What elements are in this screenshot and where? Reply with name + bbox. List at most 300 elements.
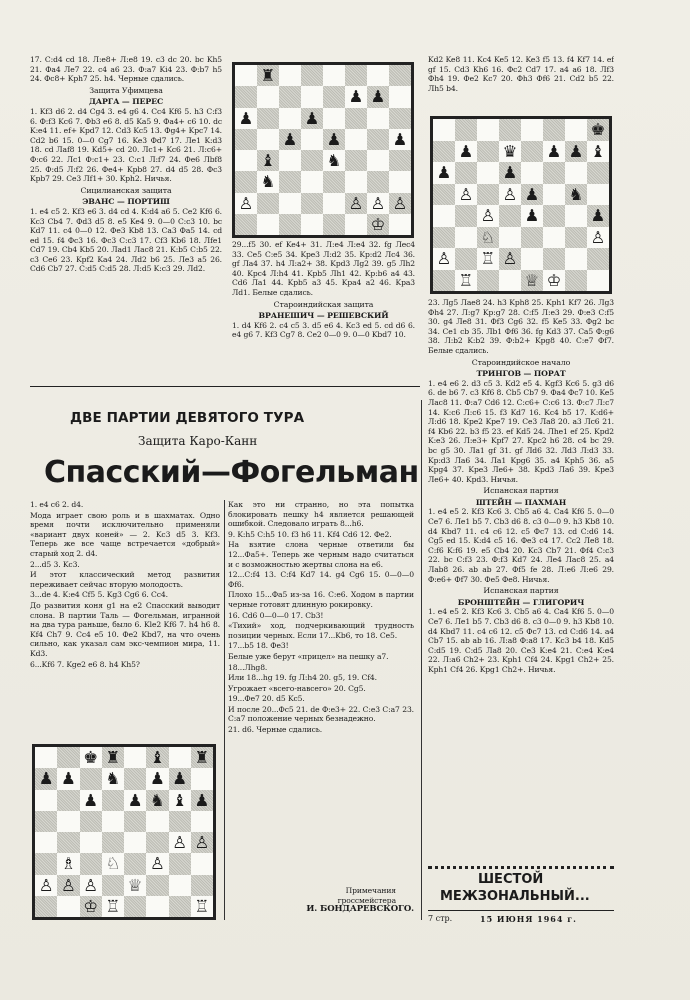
board-square <box>345 108 367 129</box>
signature-name: И. БОНДАРЕВСКОГО. <box>306 904 414 915</box>
chess-piece-icon: ♞ <box>105 769 121 789</box>
chess-piece-icon: ♙ <box>436 249 452 269</box>
board-square <box>587 227 609 249</box>
chess-piece-icon: ♟ <box>194 790 210 810</box>
board-square <box>169 896 191 917</box>
board-square <box>389 65 411 86</box>
board-square <box>301 150 323 171</box>
chess-piece-icon: ♙ <box>172 833 188 853</box>
chess-piece-icon: ♙ <box>238 193 254 213</box>
board-square <box>102 832 124 853</box>
board-square <box>477 227 499 249</box>
board-square <box>389 129 411 150</box>
game-text: 1. Kf3 d6 2. d4 Cg4 3. e4 g6 4. Cc4 Kf6 5. h3 C:f3 6. Ф:f3 Kc6 7. Фb3 e6 8. d5 Ka5 9. Фa4+ c6 10. dc K:e4 11. ef+ Kpd7 12. Cd3 Kc5 13. Фg4+ Kpc7 14. Cd2 b6 15. 0—0 Cg7 16. Ke3 Фd7 17. Ле1 K:d3 18. cd Лаf8 19. Kd5+ cd 20. Лc1+ Kc6 21. Л:c6+ Ф:c6 22. Лc1 Ф:c1+ 23. C:c1 Л:f7 24. Фe6 Лbf8 25. Ф:d5 Л:f2 26. Фe4+ Kpb8 27. d4 d5 28. Фc3 Kpb7 29. Ce3 Лf1+ 30. Kph2. Ничья. <box>30 106 222 184</box>
board-square <box>587 270 609 292</box>
chess-piece-icon: ♝ <box>149 748 165 768</box>
chess-piece-icon: ♟ <box>60 769 76 789</box>
game-text: И этот классический метод развития переживает сейчас вторую молодость. <box>30 570 220 589</box>
players-heading: Спасский—Фогельман <box>44 455 419 490</box>
board-square <box>521 248 543 270</box>
board-square <box>543 184 565 206</box>
board-square <box>80 832 102 853</box>
board-grid <box>235 65 411 235</box>
board-square <box>455 184 477 206</box>
board-square <box>345 86 367 107</box>
board-square <box>565 119 587 141</box>
board-square <box>433 270 455 292</box>
board-square <box>565 162 587 184</box>
board-square <box>124 832 146 853</box>
column-lower-left <box>30 500 220 742</box>
board-square <box>146 853 168 874</box>
board-square <box>433 248 455 270</box>
column-divider <box>421 400 422 920</box>
board-square <box>146 811 168 832</box>
game-text: 21. d6. Черные сдались. <box>228 725 323 735</box>
board-square <box>433 227 455 249</box>
board-square <box>301 214 323 235</box>
board-square <box>57 896 79 917</box>
chess-piece-icon: ♟ <box>172 769 188 789</box>
board-square <box>124 790 146 811</box>
board-square <box>367 86 389 107</box>
board-square <box>433 205 455 227</box>
board-square <box>169 832 191 853</box>
board-square <box>521 162 543 184</box>
chess-piece-icon: ♙ <box>38 875 54 895</box>
board-square <box>345 214 367 235</box>
board-square <box>477 141 499 163</box>
board-square <box>389 193 411 214</box>
chess-piece-icon: ♙ <box>83 875 99 895</box>
opening-name: Староиндийское начало <box>471 357 571 367</box>
board-square <box>146 875 168 896</box>
board-square <box>35 747 57 768</box>
board-square <box>433 119 455 141</box>
board-square <box>367 129 389 150</box>
board-square <box>301 193 323 214</box>
board-square <box>587 205 609 227</box>
board-square <box>499 184 521 206</box>
board-square <box>146 768 168 789</box>
chess-piece-icon: ♜ <box>105 748 121 768</box>
column-lower-middle <box>228 500 414 892</box>
game-text: 2...d5 3. Kc3. <box>30 559 80 569</box>
chess-piece-icon: ♙ <box>370 193 386 213</box>
board-square <box>169 768 191 789</box>
board-square <box>389 150 411 171</box>
board-square <box>543 205 565 227</box>
board-square <box>367 150 389 171</box>
board-square <box>499 205 521 227</box>
chess-piece-icon: ♜ <box>194 748 210 768</box>
opening-name: Защита Уфимцева <box>89 85 163 95</box>
board-square <box>301 171 323 192</box>
board-square <box>191 853 213 874</box>
board-square <box>455 162 477 184</box>
board-square <box>455 205 477 227</box>
board-square <box>433 162 455 184</box>
chess-piece-icon: ♟ <box>590 206 606 226</box>
board-square <box>477 162 499 184</box>
board-square <box>543 119 565 141</box>
banner-line1: ШЕСТОЙ <box>478 872 544 887</box>
opening-name: Испанская партия <box>483 586 559 596</box>
chess-piece-icon: ♟ <box>392 129 408 149</box>
column-top-right-intro <box>428 55 614 115</box>
game-text: 1. e4 e5 2. Kf3 Kc6 3. Cb5 a6 4. Ca4 Kf6 5. 0—0 Ce7 6. Ле1 b5 7. Cb3 d6 8. c3 0—0 9. h3 Kb8 10. d4 Kbd7 11. c4 c6 12. c5 Фc7 13. cd C:d6 14. a4 Cb7 15. ab ab 16. Л:a8 Ф:a8 17. Kc3 b4 18. Kd5 C:d5 19. C:d5 Лa8 20. Ce3 K:e4 21. C:e4 K:e4 22. Л:a6 Ch2+ 23. Kph1 Cf4 24. Kpg1 Ch2+ 25. Kph1 Cf4 26. Kpg1 Ch2+. Ничья. <box>428 607 614 674</box>
board-square <box>565 205 587 227</box>
chess-piece-icon: ♟ <box>304 108 320 128</box>
chess-piece-icon: ♕ <box>524 270 540 290</box>
board-square <box>191 790 213 811</box>
board-square <box>367 171 389 192</box>
board-square <box>477 270 499 292</box>
chess-piece-icon: ♔ <box>546 270 562 290</box>
board-square <box>543 227 565 249</box>
board-square <box>191 747 213 768</box>
game-text: Kd2 Ke8 11. Kc4 Ke5 12. Ke3 f5 13. f4 Kf7 14. ef gf 15. Cd3 Kh6 16. Фc2 Cd7 17. a4 a6 18. Лf3 Фh4 19. Фe2 Kc7 20. Фh3 Фf6 21. Cd2 b5 22. Лh5 b4. <box>428 55 614 93</box>
chess-piece-icon: ♖ <box>105 896 121 916</box>
opening-name: Сицилианская защита <box>80 185 172 195</box>
board-square <box>587 141 609 163</box>
board-square <box>301 86 323 107</box>
board-square <box>543 248 565 270</box>
chess-piece-icon: ♝ <box>590 141 606 161</box>
chess-piece-icon: ♟ <box>38 769 54 789</box>
chess-piece-icon: ♟ <box>524 206 540 226</box>
board-square <box>389 214 411 235</box>
board-square <box>279 150 301 171</box>
chess-diagram-top <box>232 62 414 238</box>
board-square <box>323 171 345 192</box>
game-players: ЭВАНС — ПОРТИШ <box>82 197 170 207</box>
board-square <box>499 270 521 292</box>
chess-piece-icon: ♞ <box>149 790 165 810</box>
game-text: До развития коня g1 на e2 Спасский выводит слона. В партии Таль — Фогельман, игранной на два тура раньше, было 6. Kle2 Kf6 7. h4 h6 8. Kf4 Ch7 9. Cc4 e5 10. Фe2 Kbd7, на что очень сильно, как указал сам экс-чемпион мира, 11. Kd3. <box>30 600 220 658</box>
opening-name: Испанская партия <box>483 486 559 496</box>
board-square <box>521 227 543 249</box>
board-square <box>57 875 79 896</box>
board-square <box>257 193 279 214</box>
board-square <box>35 768 57 789</box>
board-square <box>323 193 345 214</box>
board-square <box>80 896 102 917</box>
board-square <box>521 270 543 292</box>
board-square <box>57 790 79 811</box>
chess-piece-icon: ♟ <box>326 129 342 149</box>
board-square <box>455 227 477 249</box>
round-heading: ДВЕ ПАРТИИ ДЕВЯТОГО ТУРА <box>70 410 305 426</box>
board-square <box>543 162 565 184</box>
board-square <box>191 832 213 853</box>
board-square <box>477 119 499 141</box>
board-square <box>102 790 124 811</box>
column-top-left <box>30 55 222 360</box>
board-square <box>279 171 301 192</box>
board-square <box>323 86 345 107</box>
board-square <box>124 811 146 832</box>
board-square <box>565 184 587 206</box>
chess-piece-icon: ♟ <box>282 129 298 149</box>
board-square <box>80 811 102 832</box>
chess-piece-icon: ♟ <box>149 769 165 789</box>
chess-diagram-lower <box>32 744 216 920</box>
chess-piece-icon: ♟ <box>546 141 562 161</box>
board-square <box>80 747 102 768</box>
page-number: 7 стр. <box>428 914 453 923</box>
board-grid <box>433 119 609 291</box>
board-square <box>124 875 146 896</box>
board-square <box>80 790 102 811</box>
chess-piece-icon: ♟ <box>238 108 254 128</box>
board-square <box>235 108 257 129</box>
board-square <box>80 853 102 874</box>
chess-piece-icon: ♙ <box>458 184 474 204</box>
board-square <box>257 86 279 107</box>
game-players: ТРИНГОВ — ПОРАТ <box>476 369 566 379</box>
board-square <box>279 214 301 235</box>
game-players: БРОНШТЕЙН — ГЛИГОРИЧ <box>457 597 585 607</box>
board-square <box>169 853 191 874</box>
game-text: 12...C:f4 13. C:f4 Kd7 14. g4 Cg6 15. 0—0—0 Фf6. <box>228 570 414 589</box>
game-text: 16. Cd6 0—0—0 17. Cb3! <box>228 610 324 620</box>
board-square <box>146 832 168 853</box>
board-square <box>57 747 79 768</box>
board-square <box>102 853 124 874</box>
chess-piece-icon: ♞ <box>568 184 584 204</box>
annotator-signature <box>228 886 414 926</box>
board-square <box>477 205 499 227</box>
board-square <box>367 193 389 214</box>
board-square <box>565 248 587 270</box>
board-square <box>499 119 521 141</box>
board-square <box>35 875 57 896</box>
board-square <box>499 248 521 270</box>
chess-piece-icon: ♙ <box>590 227 606 247</box>
board-square <box>543 270 565 292</box>
board-square <box>587 162 609 184</box>
board-square <box>235 129 257 150</box>
game-text: Как это ни странно, но эта попытка блокировать пешку h4 является решающей ошибкой. Следовало играть 8...h6. <box>228 500 414 529</box>
issue-date: 15 ИЮНЯ 1964 г. <box>480 914 577 924</box>
game-text: На взятие слона черные ответили бы 12...Фa5+. Теперь же черным надо считаться и с возможностью жертвы слона на e6. <box>228 540 414 569</box>
chess-piece-icon: ♙ <box>149 854 165 874</box>
board-square <box>257 214 279 235</box>
board-square <box>499 162 521 184</box>
chess-piece-icon: ♟ <box>127 790 143 810</box>
game-text: Белые уже берут «прицел» на пешку a7. <box>228 651 389 661</box>
board-square <box>587 248 609 270</box>
board-square <box>433 141 455 163</box>
board-square <box>35 811 57 832</box>
chess-piece-icon: ♟ <box>436 163 452 183</box>
board-square <box>169 790 191 811</box>
board-square <box>235 150 257 171</box>
board-square <box>455 119 477 141</box>
game-text: 1. e4 e6 2. d3 c5 3. Kd2 e5 4. Kgf3 Kc6 5. g3 d6 6. de b6 7. c3 Kf6 8. Cb5 Cb7 9. Фa4 Фc7 10. Ke5 Лac8 11. Ф:a7 Cd6 12. C:c6+ C:c6 13. Ф:c7 Л:c7 14. K:c6 Л:c6 15. f3 Kd7 16. Kc4 b5 17. K:d6+ Л:d6 18. Kpe2 Kpe7 19. Ce3 Лa8 20. a3 Лc6 21. f4 Kb6 22. b3 f5 23. ef Kd5 24. Лhe1 ef 25. Kpd2 K:e3 26. Л:e3+ Kpf7 27. Kpc2 h6 28. c4 bc 29. bc g5 30. Лa1 gf 31. gf Лd6 32. Лd3 Л:d3 33. Kp:d3 Лa6 34. Лa1 Kpg6 35. a4 Kph5 36. a5 Kpg4 37. Kpe3 Ле6+ 38. Kpd3 Лa6 39. Kpe3 Ле6+ 40. Kpd3. Ничья. <box>428 378 614 484</box>
board-square <box>323 150 345 171</box>
banner-rule-top <box>428 866 614 869</box>
board-square <box>455 248 477 270</box>
board-square <box>345 171 367 192</box>
chess-piece-icon: ♞ <box>260 172 276 192</box>
game-text: 29...f5 30. ef Ke4+ 31. Л:e4 Л:e4 32. fg Лec4 33. Ce5 C:e5 34. Kpe3 Л:d2 35. Kp:d2 Лc4 36. gf Лa4 37. h4 Л:a2+ 38. Kpd3 Лg2 39. g5 Лh2 40. Kpc4 Л:h4 41. Kpb5 Лh1 42. Kp:b6 a4 43. Cd6 Лa1 44. Kpb5 a3 45. Kpa4 a2 46. Kpa3 Лd1. Белые сдались. <box>232 240 415 297</box>
chess-diagram-right <box>430 116 612 294</box>
game-players: ДАРГА — ПЕРЕС <box>88 97 164 107</box>
board-square <box>35 853 57 874</box>
chess-piece-icon: ♟ <box>502 163 518 183</box>
signature-line2: гроссмейстера <box>337 895 396 905</box>
chess-piece-icon: ♟ <box>348 87 364 107</box>
board-square <box>235 65 257 86</box>
board-square <box>521 205 543 227</box>
board-square <box>257 150 279 171</box>
board-square <box>279 86 301 107</box>
board-square <box>57 811 79 832</box>
chess-piece-icon: ♚ <box>590 120 606 140</box>
board-square <box>521 141 543 163</box>
board-square <box>323 108 345 129</box>
board-square <box>146 790 168 811</box>
chess-piece-icon: ♙ <box>502 184 518 204</box>
board-square <box>301 65 323 86</box>
board-square <box>102 747 124 768</box>
chess-piece-icon: ♞ <box>326 151 342 171</box>
banner-line2: МЕЖЗОНАЛЬНЫЙ... <box>440 889 590 904</box>
chess-piece-icon: ♝ <box>172 790 188 810</box>
board-square <box>80 875 102 896</box>
board-square <box>191 896 213 917</box>
chess-piece-icon: ♖ <box>458 270 474 290</box>
board-square <box>345 150 367 171</box>
board-square <box>169 811 191 832</box>
board-square <box>389 171 411 192</box>
board-square <box>565 227 587 249</box>
game-text: Мода играет свою роль и в шахматах. Одно время почти исключительно применяли «вариант двух коней» — 2. Kc3 d5 3. Kf3. Теперь же все чаще встречается «добрый» старый ход 2. d4. <box>30 510 220 558</box>
game-text: «Тихий» ход, подчеркивающий трудность позиции черных. Если 17...Kb6, то 18. Ce5. <box>228 621 414 640</box>
chess-piece-icon: ♕ <box>127 875 143 895</box>
board-grid <box>35 747 213 917</box>
chess-piece-icon: ♘ <box>480 227 496 247</box>
board-square <box>102 896 124 917</box>
board-square <box>455 141 477 163</box>
board-square <box>499 141 521 163</box>
chess-piece-icon: ♟ <box>370 87 386 107</box>
chess-piece-icon: ♜ <box>260 66 276 86</box>
board-square <box>191 768 213 789</box>
board-square <box>279 65 301 86</box>
board-square <box>124 768 146 789</box>
chess-piece-icon: ♚ <box>83 748 99 768</box>
board-square <box>367 108 389 129</box>
board-square <box>323 129 345 150</box>
board-square <box>345 129 367 150</box>
opening-name: Староиндийская защита <box>273 299 374 309</box>
chess-piece-icon: ♟ <box>568 141 584 161</box>
board-square <box>57 832 79 853</box>
board-square <box>367 214 389 235</box>
board-square <box>587 119 609 141</box>
chess-piece-icon: ♙ <box>502 249 518 269</box>
board-square <box>301 129 323 150</box>
board-square <box>124 853 146 874</box>
game-text: 19...Фe7 20. d5 Kc5. <box>228 694 305 704</box>
chess-piece-icon: ♖ <box>194 896 210 916</box>
chess-piece-icon: ♟ <box>524 184 540 204</box>
chess-piece-icon: ♛ <box>502 141 518 161</box>
board-square <box>345 193 367 214</box>
game-text: 1. e4 c5 2. Kf3 e6 3. d4 cd 4. K:d4 a6 5. Ce2 Kf6 6. Kc3 Cb4 7. Фd3 d5 8. e5 Ke4 9. 0—0 C:c3 10. bc Kd7 11. c4 0—0 12. Фe3 Kb8 13. Ca3 Фa5 14. cd ed 15. f4 Фc3 16. Фc3 C:c3 17. Cf3 Kb6 18. Лfe1 Cd7 19. Cb4 Kb5 20. Лad1 Лac8 21. K:b5 C:b5 22. c3 Ce6 23. Kpf2 Ka4 24. Лd2 b6 25. Ле3 a5 26. Cd6 Cb7 27. C:d5 C:d5 28. Л:d5 K:c3 29. Лd2. <box>30 206 222 274</box>
banner-rule-bottom <box>428 910 614 911</box>
board-square <box>587 184 609 206</box>
game-players: ШТЕЙН — ПАХМАН <box>475 497 567 507</box>
chess-piece-icon: ♝ <box>260 151 276 171</box>
board-square <box>146 747 168 768</box>
board-square <box>102 875 124 896</box>
chess-piece-icon: ♟ <box>458 141 474 161</box>
chess-piece-icon: ♙ <box>60 875 76 895</box>
board-square <box>301 108 323 129</box>
board-square <box>521 119 543 141</box>
game-text: 1. e4 e5 2. Kf3 Kc6 3. Cb5 a6 4. Ca4 Kf6 5. 0—0 Ce7 6. Ле1 b5 7. Cb3 d6 8. c3 0—0 9. h3 Kb8 10. d4 Kbd7 11. c4 c6 12. c5 Фc7 13. cd C:d6 14. Cg5 ed 15. K:d4 c5 16. Фe3 c4 17. Cc2 Лe8 18. C:f6 K:f6 19. e5 Cb4 20. Kc3 Cb7 21. Фf4 C:c3 22. bc C:f3 23. Ф:f3 Kd7 24. Ле4 Лac8 25. a4 Лab8 26. ab ab 27. Фf5 fe 28. Л:e6 Л:e6 29. Ф:e6+ Фf7 30. Фe5 Фe8. Ничья. <box>428 507 614 584</box>
board-square <box>80 768 102 789</box>
board-square <box>235 86 257 107</box>
board-square <box>499 227 521 249</box>
board-square <box>235 193 257 214</box>
chess-piece-icon: ♔ <box>370 214 386 234</box>
board-square <box>35 832 57 853</box>
board-square <box>279 193 301 214</box>
column-divider <box>224 500 225 920</box>
chess-piece-icon: ♔ <box>83 896 99 916</box>
board-square <box>389 86 411 107</box>
game-text: И после 20...Фc5 21. de Ф:e3+ 22. C:e3 C:a7 23. C:a7 положение черных безнадежно. <box>228 704 414 724</box>
board-square <box>35 896 57 917</box>
chess-piece-icon: ♘ <box>105 854 121 874</box>
board-square <box>235 171 257 192</box>
signature-line1: Примечания <box>345 886 396 895</box>
game-text: 23. Лg5 Лae8 24. h3 Kph8 25. Kph1 Kf7 26. Лg3 Фh4 27. Л:g7 Kp:g7 28. C:f5 Л:e3 29. Ф:e3 C:f5 30. g4 Лe8 31. Фf3 Cg6 32. f5 Ke5 33. Фg2 bc 34. Ce1 cb 35. Лb1 Фf6 36. fg Kd3 37. Ca5 Ф:g6 38. Л:b2 K:b2 39. Ф:b2+ Kpg8 40. C:e7 Фf7. Белые сдались. <box>428 298 614 355</box>
opening-heading: Защита Каро-Канн <box>138 434 258 448</box>
board-square <box>257 129 279 150</box>
game-text: Или 18...hg 19. fg Л:h4 20. g5, 19. Cf4. <box>228 673 377 683</box>
chess-piece-icon: ♟ <box>83 790 99 810</box>
game-text: 17...b5 18. Фe3! <box>228 641 289 651</box>
board-square <box>323 65 345 86</box>
board-square <box>455 270 477 292</box>
board-square <box>191 811 213 832</box>
chess-piece-icon: ♙ <box>348 193 364 213</box>
game-text: 18...Лhg8. <box>228 662 268 672</box>
board-square <box>565 270 587 292</box>
board-square <box>477 184 499 206</box>
chess-piece-icon: ♗ <box>60 854 76 874</box>
board-square <box>102 768 124 789</box>
board-square <box>565 141 587 163</box>
board-square <box>433 184 455 206</box>
board-square <box>367 65 389 86</box>
game-text: 3...de 4. K:e4 Cf5 5. Kg3 Cg6 6. Cc4. <box>30 590 168 600</box>
chess-piece-icon: ♖ <box>480 249 496 269</box>
board-square <box>191 875 213 896</box>
chess-piece-icon: ♙ <box>480 206 496 226</box>
column-right <box>428 298 614 858</box>
board-square <box>57 853 79 874</box>
board-square <box>57 768 79 789</box>
board-square <box>124 747 146 768</box>
board-square <box>257 171 279 192</box>
